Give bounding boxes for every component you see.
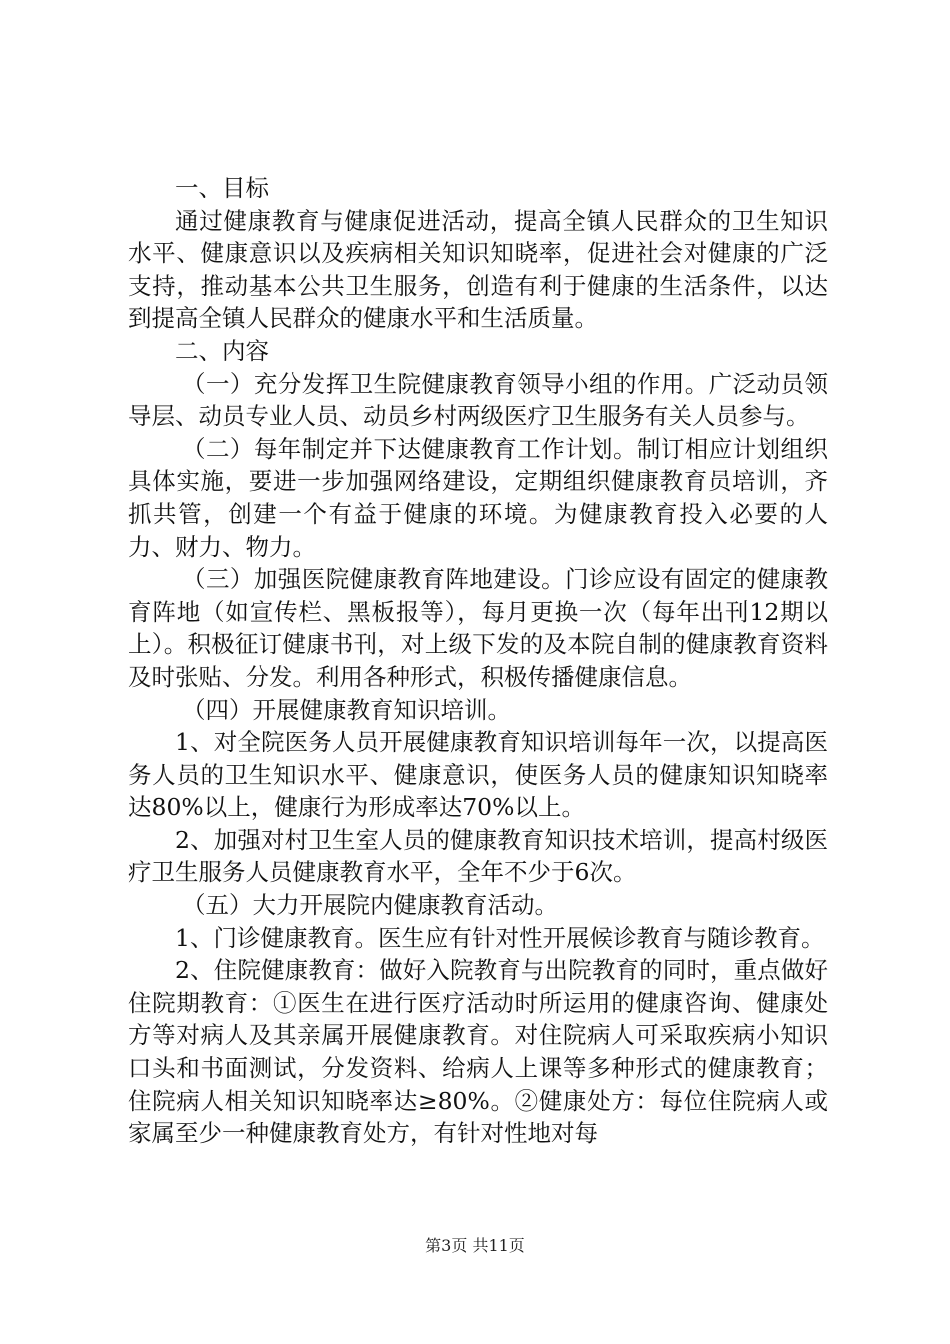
paragraph-item-2: （二）每年制定并下达健康教育工作计划。制订相应计划组织具体实施，要进一步加强网络建设，定期组织健康教育员培训，齐抓共管，创建一个有益于健康的环境。为健康教育投入必要的人力、财力、物力。 xyxy=(128,434,828,561)
paragraph-item-3: （三）加强医院健康教育阵地建设。门诊应设有固定的健康教育阵地（如宣传栏、黑板报等），每月更换一次（每年出刊12期以上）。积极征订健康书刊，对上级下发的及本院自制的健康教育资料及时张贴、分发。利用各种形式，积极传播健康信息。 xyxy=(128,565,828,691)
document-body xyxy=(128,172,828,1150)
page-number-footer: 第3页 共11页 xyxy=(425,1236,525,1255)
paragraph-item-5-title: （五）大力开展院内健康教育活动。 xyxy=(182,891,559,920)
paragraph-item-1: （一）充分发挥卫生院健康教育领导小组的作用。广泛动员领导层、动员专业人员、动员乡村两级医疗卫生服务有关人员参与。 xyxy=(128,369,828,431)
section-heading-content: 二、内容 xyxy=(175,336,269,365)
paragraph-item-4-1: 1、对全院医务人员开展健康教育知识培训每年一次，以提高医务人员的卫生知识水平、健康意识，使医务人员的健康知识知晓率达80%以上，健康行为形成率达70%以上。 xyxy=(128,728,828,822)
paragraph-item-4-title: （四）开展健康教育知识培训。 xyxy=(182,695,512,724)
paragraph-item-5-1: 1、门诊健康教育。医生应有针对性开展候诊教育与随诊教育。 xyxy=(175,923,825,952)
paragraph-item-5-2: 2、住院健康教育：做好入院教育与出院教育的同时，重点做好住院期教育：①医生在进行医疗活动时所运用的健康咨询、健康处方等对病人及其亲属开展健康教育。对住院病人可采取疾病小知识口头和书面测试，分发资料、给病人上课等多种形式的健康教育；住院病人相关知识知晓率达≥80%。②健康处方：每位住院病人或家属至少一种健康教育处方，有针对性地对每 xyxy=(128,956,828,1148)
paragraph-goal: 通过健康教育与健康促进活动，提高全镇人民群众的卫生知识水平、健康意识以及疾病相关知识知晓率，促进社会对健康的广泛支持，推动基本公共卫生服务，创造有利于健康的生活条件，以达到提高全镇人民群众的健康水平和生活质量。 xyxy=(128,206,828,333)
paragraph-item-4-2: 2、加强对村卫生室人员的健康教育知识技术培训，提高村级医疗卫生服务人员健康教育水平，全年不少于6次。 xyxy=(128,825,828,887)
section-heading-goal: 一、目标 xyxy=(175,174,269,202)
